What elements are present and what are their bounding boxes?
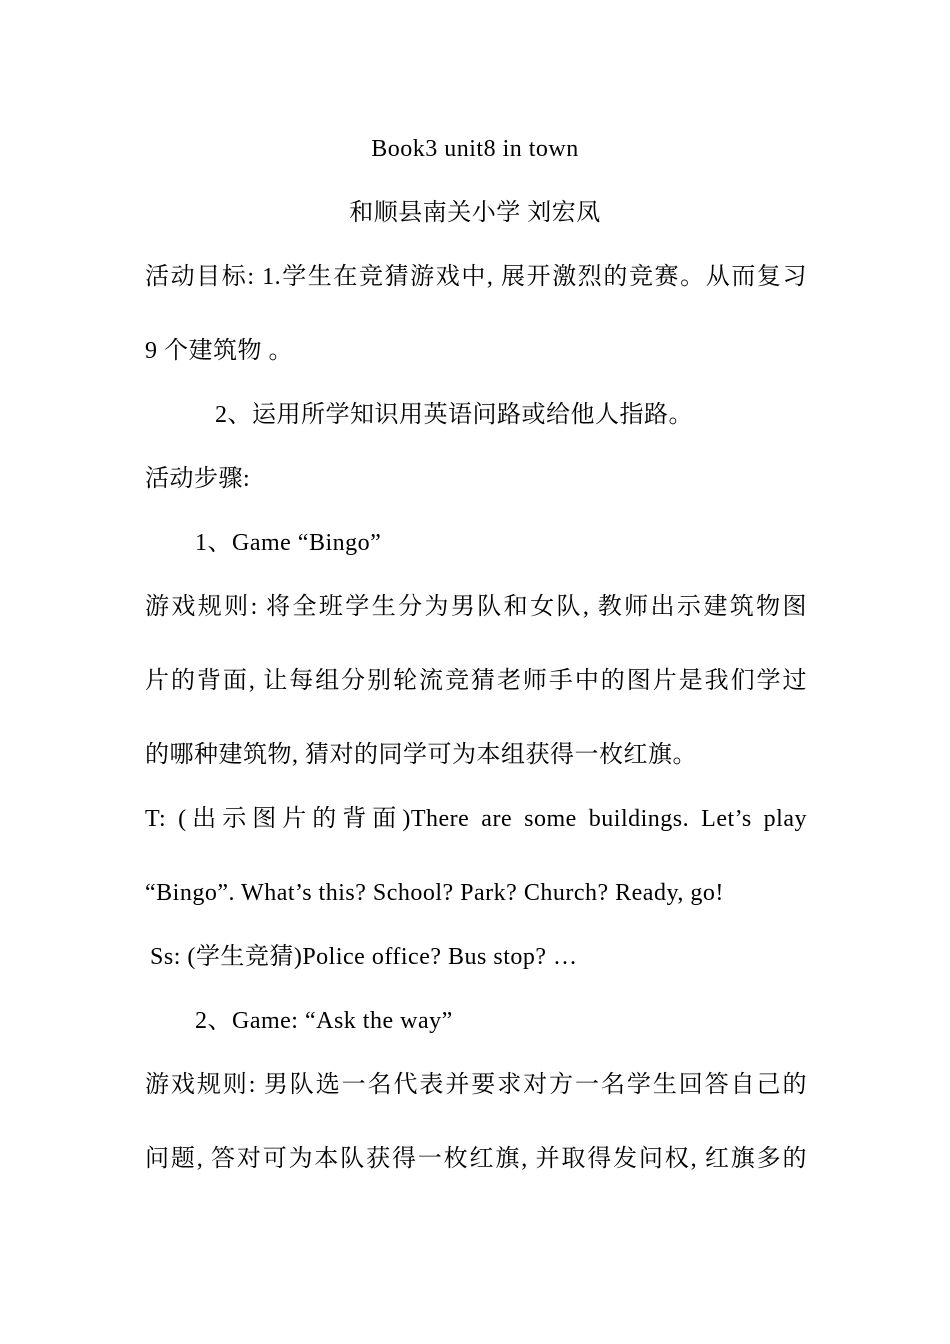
document-title: Book3 unit8 in town bbox=[371, 136, 579, 162]
students-line: Ss: (学生竞猜)Police office? Bus stop? … bbox=[150, 944, 578, 970]
teacher-line-2: “Bingo”. What’s this? School? Park? Church? Ready, go! bbox=[145, 880, 724, 906]
game1-rules-line-3: 的哪种建筑物, 猜对的同学可为本组获得一枚红旗。 bbox=[145, 742, 697, 768]
steps-heading: 活动步骤: bbox=[145, 466, 251, 492]
game1-rules-line-1: 游戏规则: 将全班学生分为男队和女队, 教师出示建筑物图 bbox=[145, 594, 807, 620]
teacher-line-1: T: (出示图片的背面)There are some buildings. Let’s play bbox=[145, 806, 807, 832]
game1-rules-line-2: 片的背面, 让每组分别轮流竞猜老师手中的图片是我们学过 bbox=[145, 668, 807, 694]
objective-line-2: 9 个建筑物 。 bbox=[145, 338, 293, 364]
game2-heading: 2、Game: “Ask the way” bbox=[195, 1008, 453, 1034]
objective-line-3: 2、运用所学知识用英语问路或给他人指路。 bbox=[215, 402, 693, 428]
author-line: 和顺县南关小学 刘宏凤 bbox=[349, 200, 601, 226]
objective-line-1: 活动目标: 1.学生在竞猜游戏中, 展开激烈的竞赛。从而复习 bbox=[145, 264, 807, 290]
game2-rules-line-1: 游戏规则: 男队选一名代表并要求对方一名学生回答自己的 bbox=[145, 1072, 807, 1098]
game1-heading: 1、Game “Bingo” bbox=[195, 530, 382, 556]
game2-rules-line-2: 问题, 答对可为本队获得一枚红旗, 并取得发问权, 红旗多的 bbox=[145, 1146, 807, 1172]
